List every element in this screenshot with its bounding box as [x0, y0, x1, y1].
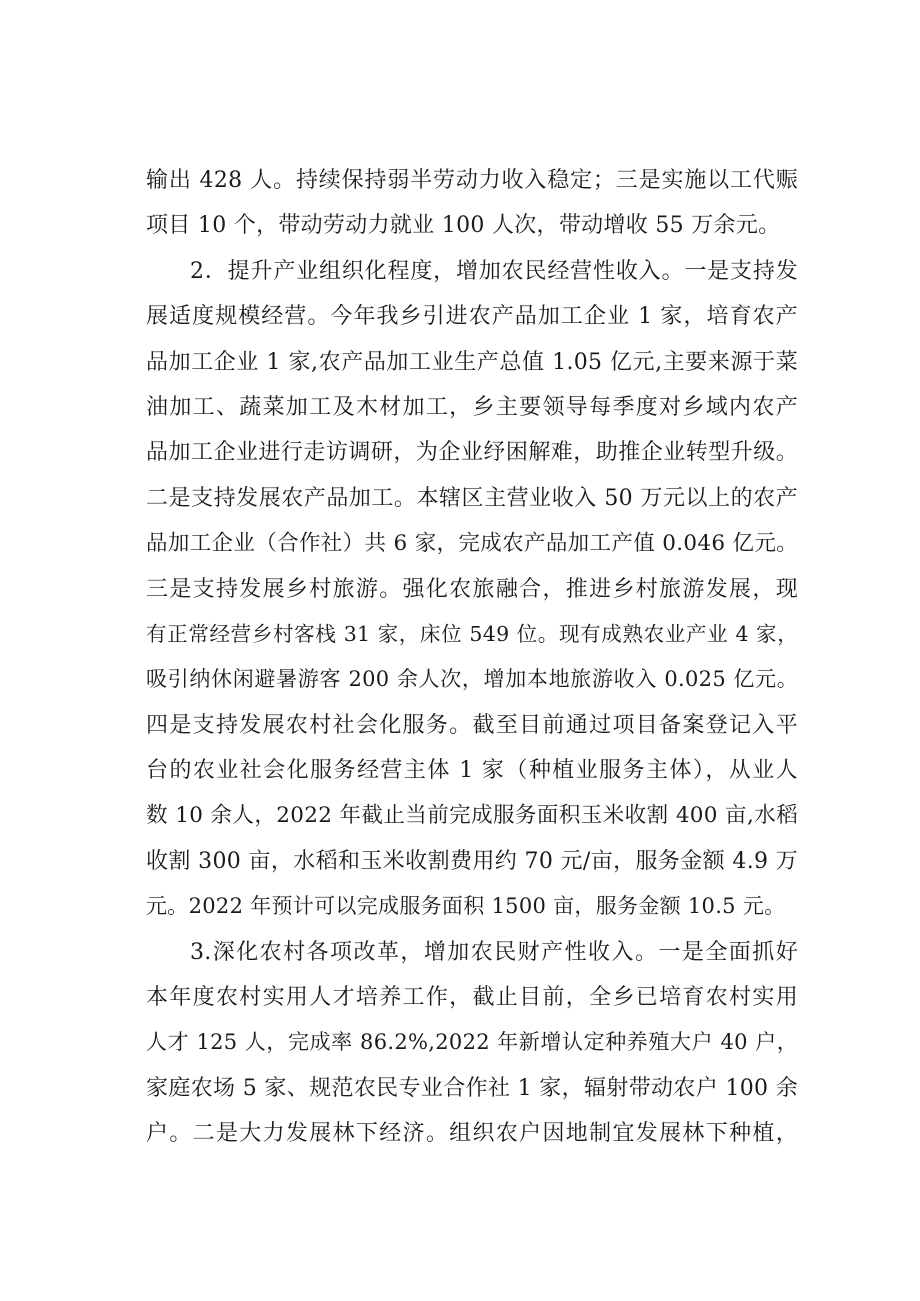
text-line: 数 10 余人，2022 年截止当前完成服务面积玉米收割 400 亩,水稻	[146, 803, 798, 829]
text-line: 输出 428 人。持续保持弱半劳动力收入稳定；三是实施以工代赈	[146, 168, 798, 193]
text-line: 有正常经营乡村客栈 31 家，床位 549 位。现有成熟农业产业 4 家，	[146, 621, 798, 646]
text-line: 三是支持发展乡村旅游。强化农旅融合，推进乡村旅游发展，现	[146, 576, 798, 602]
text-line: 油加工、蔬菜加工及木材加工，乡主要领导每季度对乡域内农产	[146, 394, 798, 420]
text-line: 2．提升产业组织化程度，增加农民经营性收入。一是支持发	[190, 258, 798, 284]
text-line: 家庭农场 5 家、规范农民专业合作社 1 家，辐射带动农户 100 余	[146, 1075, 798, 1101]
paragraph-2	[146, 249, 798, 930]
text-line: 3.深化农村各项改革，增加农民财产性收入。一是全面抓好	[190, 939, 798, 965]
text-line: 元。2022 年预计可以完成服务面积 1500 亩，服务金额 10.5 元。	[146, 894, 786, 919]
text-line: 本年度农村实用人才培养工作，截止目前，全乡已培育农村实用	[146, 985, 798, 1011]
text-line: 四是支持发展农村社会化服务。截至目前通过项目备案登记入平	[146, 712, 798, 738]
text-line: 户。二是大力发展林下经济。组织农户因地制宜发展林下种植，	[146, 1121, 798, 1147]
body-text	[146, 158, 798, 1157]
paragraph-3	[146, 930, 798, 1157]
paragraph-1	[146, 158, 798, 249]
text-line: 人才 125 人，完成率 86.2%,2022 年新增认定种养殖大户 40 户，	[146, 1030, 798, 1055]
text-line: 项目 10 个，带动劳动力就业 100 人次，带动增收 55 万余元。	[146, 213, 781, 239]
text-line: 台的农业社会化服务经营主体 1 家（种植业服务主体），从业人	[146, 758, 798, 784]
text-line: 吸引纳休闲避暑游客 200 余人次，增加本地旅游收入 0.025 亿元。	[146, 667, 798, 692]
text-line: 品加工企业（合作社）共 6 家，完成农产品加工产值 0.046 亿元。	[146, 531, 798, 557]
text-line: 展适度规模经营。今年我乡引进农产品加工企业 1 家，培育农产	[146, 304, 798, 330]
text-line: 收割 300 亩，水稻和玉米收割费用约 70 元/亩，服务金额 4.9 万	[146, 848, 798, 874]
text-line: 品加工企业 1 家,农产品加工业生产总值 1.05 亿元,主要来源于菜	[146, 349, 798, 375]
text-line: 二是支持发展农产品加工。本辖区主营业收入 50 万元以上的农产	[146, 485, 798, 511]
text-line: 品加工企业进行走访调研，为企业纾困解难，助推企业转型升级。	[146, 440, 798, 466]
